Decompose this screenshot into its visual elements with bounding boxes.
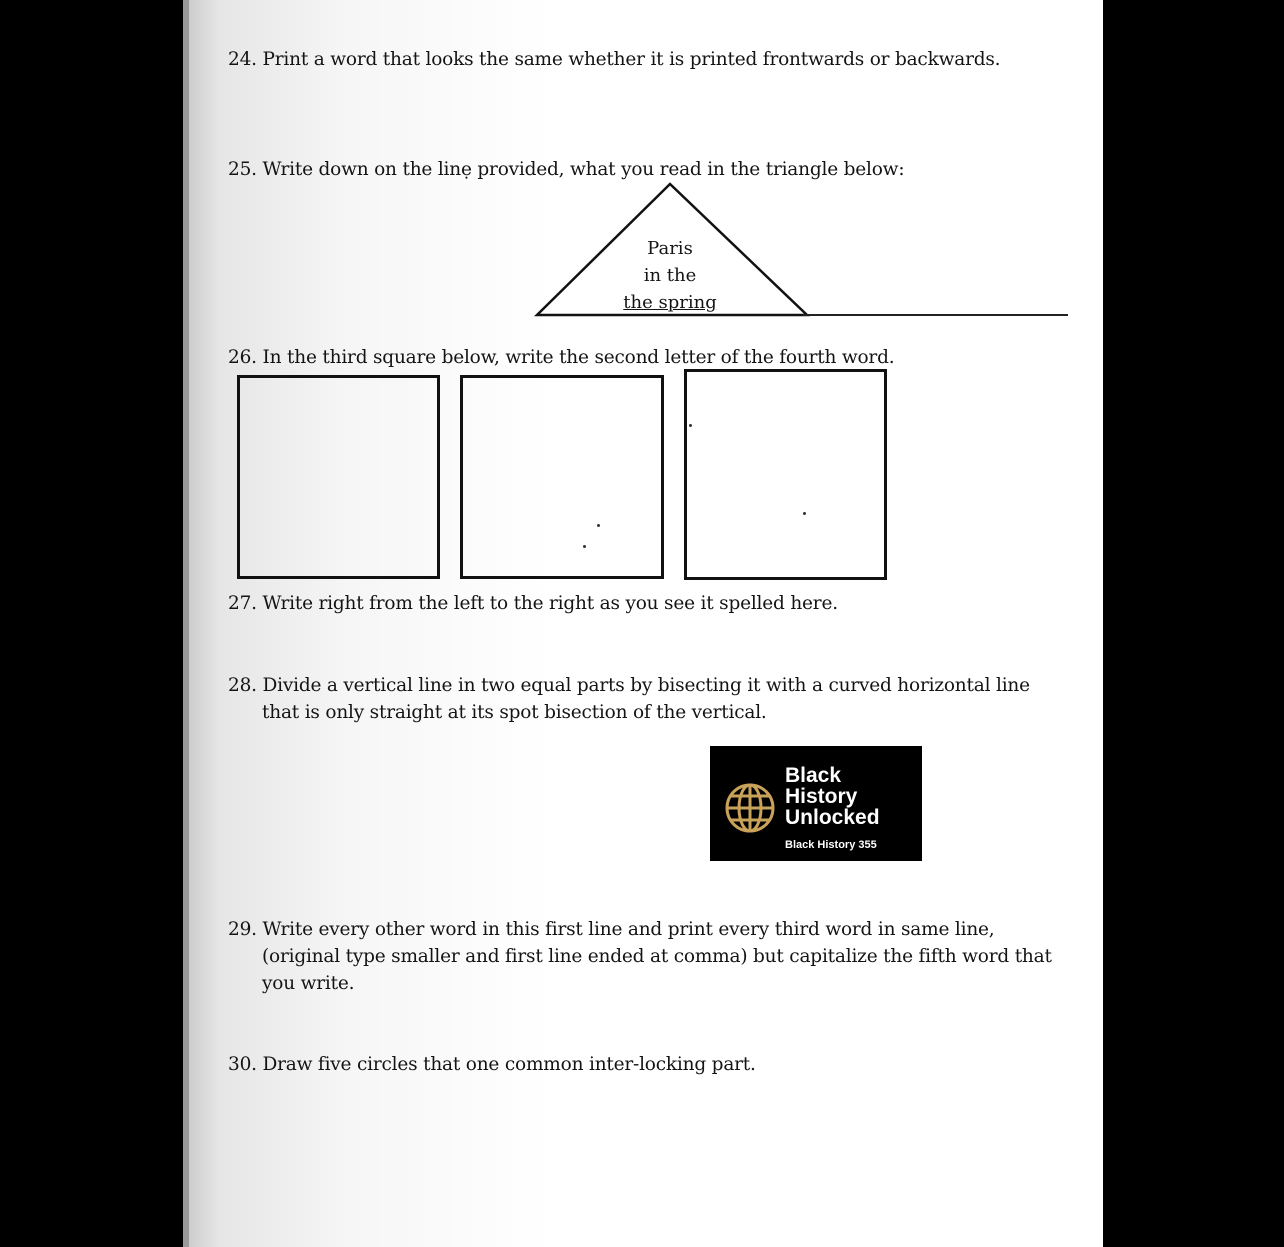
question-26 xyxy=(228,344,894,371)
triangle-text-line2: in the xyxy=(643,265,697,286)
question-24 xyxy=(228,46,1000,73)
question-28-line1: 28. Divide a vertical line in two equal parts by bisecting it with a curved horizontal line xyxy=(228,675,1030,696)
worksheet-page xyxy=(183,0,1103,1247)
square-3 xyxy=(684,369,887,580)
ink-speck xyxy=(689,424,692,427)
badge-subtitle: Black History 355 xyxy=(785,839,877,851)
question-29 xyxy=(228,916,1052,997)
badge-title xyxy=(785,765,880,828)
question-29-line1: 29. Write every other word in this first line and print every third word in same line, xyxy=(228,919,995,940)
question-29-line2: (original type smaller and first line ended at comma) but capitalize the fifth word that xyxy=(262,946,1052,967)
square-2 xyxy=(460,375,664,579)
question-29-line3: you write. xyxy=(262,973,355,994)
question-27 xyxy=(228,590,838,617)
question-26-text: 26. In the third square below, write the second letter of the fourth word. xyxy=(228,347,895,368)
badge-title-line2: History xyxy=(785,785,858,808)
question-25-text: 25. Write down on the linẹ provided, what you read in the triangle below: xyxy=(228,159,905,180)
question-28 xyxy=(228,672,1030,726)
triangle-text-line1: Paris xyxy=(647,238,693,259)
page-edge xyxy=(183,0,189,1247)
ink-speck xyxy=(803,512,806,515)
triangle-text-line3: the spring xyxy=(623,292,717,313)
question-28-line2: that is only straight at its spot bisection of the vertical. xyxy=(262,702,767,723)
answer-line xyxy=(803,314,1068,316)
badge-title-line3: Unlocked xyxy=(785,806,880,829)
square-1 xyxy=(237,375,440,579)
question-24-text: 24. Print a word that looks the same whether it is printed frontwards or backwards. xyxy=(228,49,1001,70)
question-30-text: 30. Draw five circles that one common inter-locking part. xyxy=(228,1054,756,1075)
question-30 xyxy=(228,1051,756,1078)
globe-icon xyxy=(723,781,777,835)
question-27-text: 27. Write right from the left to the right as you see it spelled here. xyxy=(228,593,838,614)
ink-speck xyxy=(597,524,600,527)
badge-title-line1: Black xyxy=(785,764,842,787)
ink-speck xyxy=(583,545,586,548)
black-history-unlocked-badge xyxy=(710,746,922,861)
